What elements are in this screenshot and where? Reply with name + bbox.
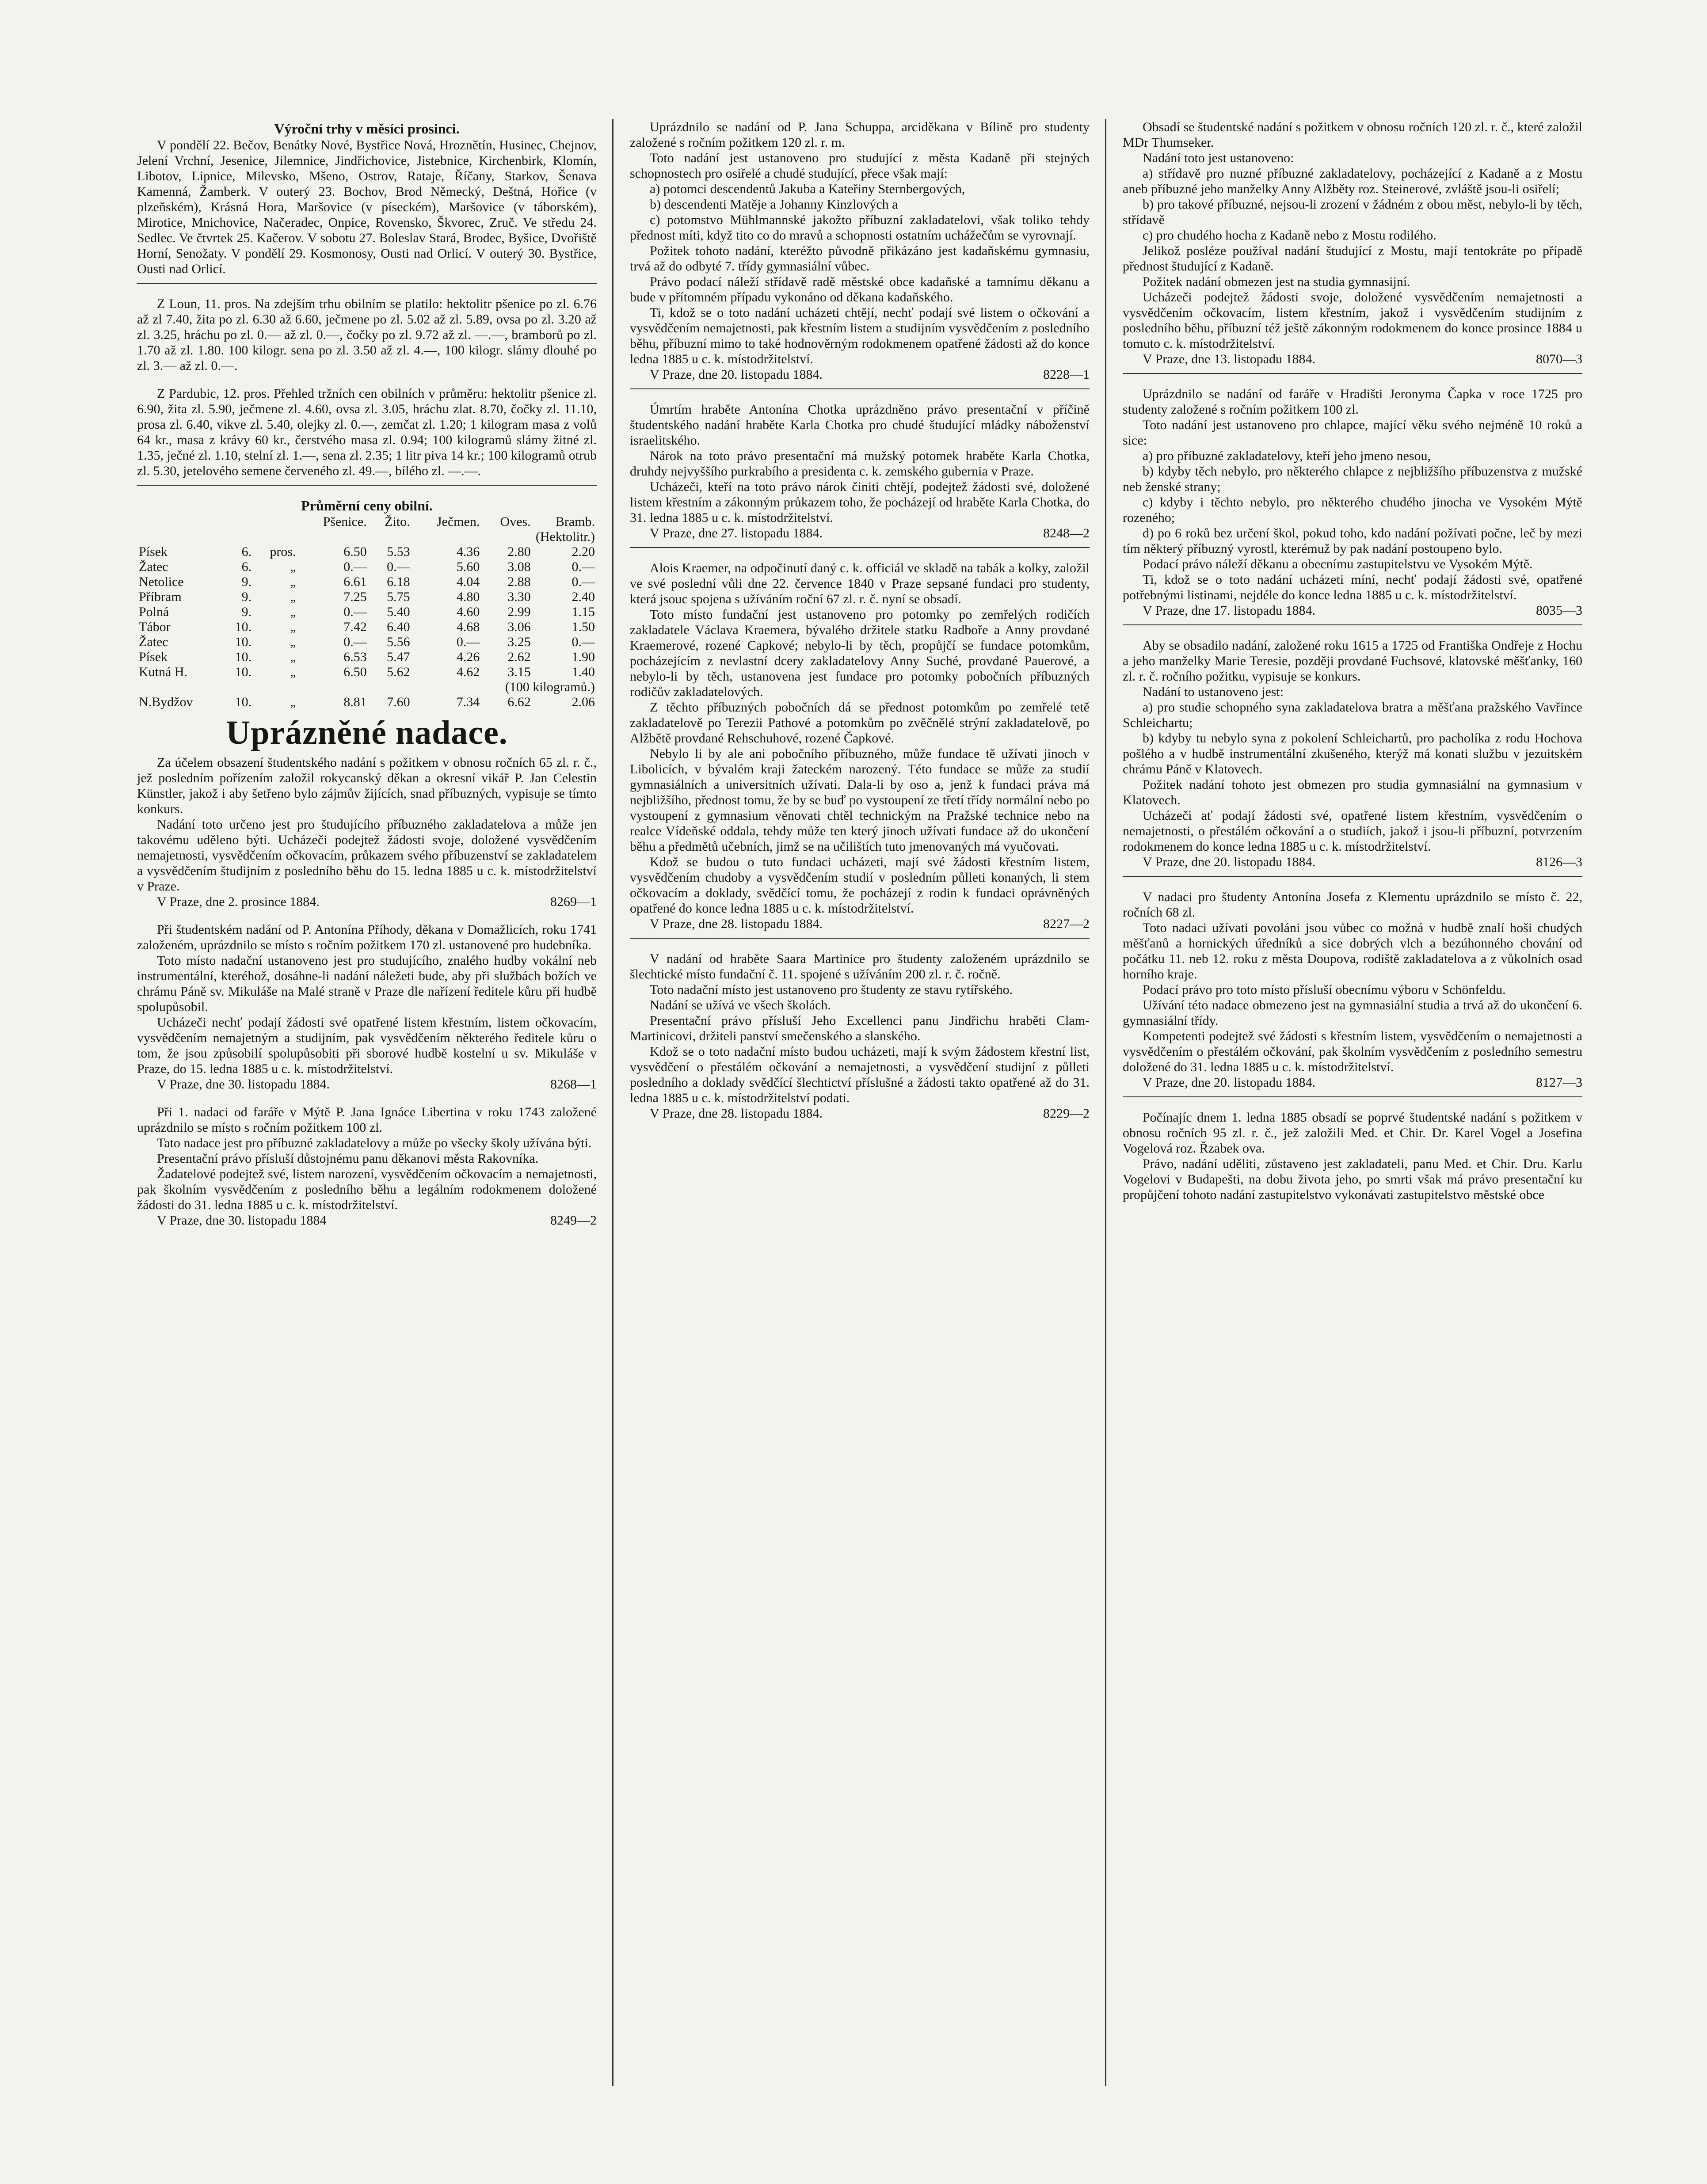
table-row	[137, 650, 597, 665]
price-cell: 3.30	[507, 590, 531, 604]
town-cell: Kutná H.	[139, 665, 187, 679]
price-cell: 2.88	[507, 575, 531, 589]
date-cell: 10.	[235, 650, 252, 664]
notice-date: V Praze, dne 28. listopadu 1884.	[650, 917, 823, 931]
paragraph: a) pro příbuzné zakladatelovy, kteří jeho jmeno nesou,	[1143, 449, 1431, 463]
paragraph: Toto nadační místo jest ustanoveno pro študenty ze stavu rytířského.	[650, 982, 1013, 997]
reference-number: 8248—2	[1043, 526, 1090, 540]
paragraph: Právo, nadání uděliti, zůstaveno jest zakladateli, panu Med. et Chir. Dru. Karlu Vogelovi v Budapešti, na dobu života jeho, po smrti však má právo presentační ku propůjčení tohoto nadání zastupitelstvo vykonávati zastupitelstvo městské obce	[1123, 1157, 1582, 1202]
price-cell: 5.47	[387, 650, 410, 664]
paragraph: Požitek nadání tohoto jest obmezen pro studia gymnasiální na gymnasium v Klatovech.	[1123, 777, 1582, 807]
paragraph: Jelikož posléze používal nadání študující z Mostu, mají tentokráte po případě přednost študující z Kadaně.	[1123, 244, 1582, 274]
price-cell: 7.34	[456, 695, 480, 709]
price-cell: 4.62	[456, 665, 480, 679]
signature-line	[630, 1106, 1090, 1121]
paragraph: Toto místo nadační ustanoveno jest pro studujícího, znalého hudby vokální neb instrumentální, kteréhož, dosáhne-li nadání náležeti bude, aby při službách božích ve chrámu Páně sv. Mikuláše na Malé straně v Praze dle nařízení ředitele kůru při hudbě spolupůsobil.	[137, 953, 597, 1014]
paragraph: Ti, kdož se o toto nadání ucházeti míní, nechť podají žádosti své, opatřené potřebnými listinami, nejdéle do konce ledna 1885 u c. k. místodržitelství.	[1123, 572, 1582, 602]
date-cell: 6.	[241, 559, 252, 574]
price-cell: 3.08	[507, 559, 531, 574]
town-cell: Příbram	[139, 590, 182, 604]
column-1	[137, 119, 597, 1240]
paragraph: Presentační právo přísluší Jeho Excellenci panu Jindřichu hraběti Clam-Martinicovi, držiteli panství smečenského a slanského.	[630, 1013, 1090, 1043]
price-cell: 2.62	[507, 650, 531, 664]
market-report-pardubice	[137, 386, 597, 486]
paragraph: a) střídavě pro nuzné příbuzné zakladatelovy, pocházející z Kadaně a z Mostu aneb příbuzné jeho manželky Anny Alžběty roz. Steinerové, zvláště jsou-li osiřelí;	[1123, 166, 1582, 196]
table-header-row	[137, 514, 597, 529]
reference-number: 8035—3	[1536, 603, 1582, 618]
reference-number: 8229—2	[1043, 1106, 1090, 1121]
paragraph: Nebylo li by ale ani pobočního příbuzného, může fundace tě užívati jinoch v Libolicích, v bývalém kraji žateckém narozený. Této fundace se může za studií gymnasiálních a universitních užívati. Dala-li by oso a, jenž k fundaci práva má nejbližšího, přednost tomu, že by se buď po vystoupení ze třetí třídy normální nebo po vystoupení z gymnasium věnovati chtěl technickým na Pražské technice nebo na realce Vídeňské oddala, tehdy může ten který jinoch užívati fundace až do ukončení běhu a předmětů učebních, jimž se na učilištích tuto jmenovaných má vyučovati.	[630, 746, 1090, 854]
signature-line	[630, 525, 1090, 541]
notice-chotek	[630, 402, 1090, 548]
paragraph: Toto místo fundační jest ustanoveno pro potomky po zemřelých rodičích zakladatele Václava Kraemera, bývalého držitele statku Radboře a Anny provdané Kraemerové, rozené Capkové; nebylo-li by těch, propůjčí se fundace potomkům, pocházejícím z nevlastní dcery zakladatelovy Anny Suché, provdané Pauerové, a nebylo-li by těch, ustanovena jest fundace pro potomky pobočních příbuzných rodičův zakladatelových.	[630, 607, 1090, 699]
paragraph: Uprázdnilo se nadání od faráře v Hradišti Jeronyma Čapka v roce 1725 pro studenty založené s ročním požitkem 100 zl.	[1123, 387, 1582, 417]
price-cell: 7.42	[343, 620, 367, 634]
price-cell: 0.—	[343, 559, 367, 574]
notice-libertin	[137, 1104, 597, 1228]
date-cell: 6.	[241, 544, 252, 559]
price-cell: 6.40	[387, 620, 410, 634]
paragraph: Nadání se užívá ve všech školách.	[650, 998, 831, 1012]
paragraph: Toto nadaci užívati povoláni jsou vůbec co možná v hudbě znalí hoši chudých měšťanů a hornických úředníků a sice dobrých vlch a bezúhonného chování od počátku 11. neb 12. roku z města Doupova, rodiště zakladatelova a z vůkolních osad horního kraje.	[1123, 921, 1582, 982]
paragraph: a) pro studie schopného syna zakladatelova bratra a měšťana pražského Vavřince Schleichartu;	[1123, 700, 1582, 730]
notice-date: V Praze, dne 30. listopadu 1884.	[157, 1077, 330, 1092]
notice-prihoda	[137, 922, 597, 1092]
date-cell: 10.	[235, 635, 252, 649]
table-row	[137, 544, 597, 559]
price-cell: 8.81	[343, 695, 367, 709]
newspaper-page	[137, 119, 1587, 2135]
notice-kraemer	[630, 560, 1090, 939]
notice-vogel	[1123, 1110, 1582, 1202]
price-cell: 2.06	[572, 695, 595, 709]
notice-date: V Praze, dne 2. prosince 1884.	[157, 894, 320, 909]
table-row	[137, 695, 597, 710]
notice-thumseker	[1123, 119, 1582, 374]
notice-date: V Praze, dne 13. listopadu 1884.	[1143, 352, 1316, 366]
prices-heading: Průměrní ceny obilní.	[301, 498, 433, 514]
fairs-heading: Výroční trhy v měsíci prosinci.	[274, 121, 460, 137]
paragraph: Nadání toto jest ustanoveno:	[1143, 151, 1294, 165]
table-header-cell: Bramb.	[555, 514, 595, 529]
fairs-text: V pondělí 22. Bečov, Benátky Nové, Bystřice Nová, Hroznětín, Husinec, Chejnov, Jelení Vrchní, Jesenice, Jilemnice, Jindřichovice, Jistebnice, Kirchenbirk, Klomín, Libotov, Lipnice, Milevsko, Mšeno, Ostrov, Rataje, Říčany, Starkov, Šenava Kamenná, Žamberk. V outerý 23. Bochov, Brod Německý, Deštná, Hořice (v plzeňském), Krásná Hora, Maršovice (v píseckém), Maršovice (v táborském), Mirotice, Mnichovice, Načeradec, Onpice, Rovensko, Škvorec, Zruč. Ve středu 24. Sedlec. Ve čtvrtek 25. Kačerov. V sobotu 27. Boleslav Stará, Brodec, Byšice, Dvořiště Horní, Senožaty. V pondělí 29. Kosmonosy, Ousti nad Orlicí. V outerý 30. Bystřice, Ousti nad Orlicí.	[137, 138, 597, 276]
price-cell: 7.60	[387, 695, 410, 709]
paragraph: Kdož se o toto nadační místo budou ucházeti, mají k svým žádostem křestní list, vysvědčení o přestálém očkování a nemajetnosti, a vysvědčení studijní z půlleti posledního a doklady svědčící šlechtictví příslušné a žádosti takto opatřené až do 31. ledna 1885 u c. k. místodržitelství podati.	[630, 1044, 1090, 1105]
table-row	[137, 605, 597, 620]
town-cell: Žatec	[139, 559, 168, 574]
notice-schupp	[630, 119, 1090, 389]
unit-label: (100 kilogramů.)	[505, 680, 595, 694]
price-cell: 2.80	[507, 544, 531, 559]
price-cell: 6.50	[343, 665, 367, 679]
price-cell: 2.99	[507, 605, 531, 619]
price-cell: 7.25	[343, 590, 367, 604]
grain-price-table	[137, 514, 597, 710]
price-cell: 0.—	[343, 605, 367, 619]
notice-date: V Praze, dne 20. listopadu 1884.	[1143, 1075, 1316, 1090]
column-3	[1123, 119, 1582, 1215]
mark-cell: „	[290, 650, 296, 664]
signature-line	[630, 367, 1090, 382]
mark-cell: „	[290, 575, 296, 589]
signature-line	[137, 894, 597, 909]
price-cell: 5.40	[387, 605, 410, 619]
reference-number: 8249—2	[550, 1213, 597, 1228]
signature-line	[137, 1213, 597, 1228]
price-cell: 4.04	[456, 575, 480, 589]
paragraph: Nadání to ustanoveno jest:	[1143, 685, 1284, 699]
paragraph: Kdož se budou o tuto fundaci ucházeti, mají své žádosti křestním listem, vysvědčením chudoby a vysvědčením studií v posledním půlleti konaných, li stem očkovacím a doklady, svědčící tomu, že pocházejí z rodin k fundaci oprávněných opatřené do konce ledna 1885 u c. k. místodržitelství.	[630, 855, 1090, 916]
date-cell: 9.	[241, 590, 252, 604]
section-title: Uprázněné nadace.	[226, 714, 508, 751]
price-rows	[137, 544, 597, 680]
table-unit-row	[137, 529, 597, 544]
paragraph: Z Loun, 11. pros. Na zdejším trhu obilním se platilo: hektolitr pšenice po zl. 6.76 až zl 7.40, žita po zl. 6.30 až 6.60, ječmene po zl. 5.02 až zl. 5.89, ovsa po zl. 3.20 až zl. 3.25, hráchu po zl. 0.— až zl. 0.—, čočky po zl. 9.72 až zl. —.—, bramborů po zl. 1.70 až zl. 1.80. 100 kilogr. sena po zl. 3.50 až zl. 4.—, 100 kilogr. slámy dlouhé po zl. 3.— až zl. 0.—.	[137, 297, 597, 373]
paragraph: Ucházeči nechť podají žádosti své opatřené listem křestním, listem očkovacím, vysvědčením nemajetným a studijním, pak vysvědčením některého ředitele kůru o tom, že jsou způsobilí spolupůsobiti při sborové hudbě kostelní u sv. Mikuláše v Praze, do 15. ledna 1885 u c. k. místodržitelství.	[137, 1015, 597, 1076]
table-header-cell: Ječmen.	[436, 514, 480, 529]
price-cell: 4.60	[456, 605, 480, 619]
town-cell: Tábor	[139, 620, 171, 634]
reference-number: 8269—1	[550, 894, 597, 909]
paragraph: Z těchto příbuzných pobočních dá se přednost potomkům po zemřelé tetě zakladatelově po Terezii Pathové a potomkům po zvěčnělé strýní zakladatelově, po Alžbětě provdané Rehschuhové, rozené Čapkové.	[630, 700, 1090, 746]
price-cell: 0.—	[387, 559, 410, 574]
paragraph: Při 1. nadaci od faráře v Mýtě P. Jana Ignáce Libertina v roku 1743 založené uprázdnilo se místo s ročním požitkem 100 zl.	[137, 1105, 597, 1135]
paragraph: c) pro chudého hocha z Kadaně nebo z Mostu rodilého.	[1143, 228, 1436, 243]
unit-label: (Hektolitr.)	[535, 529, 595, 544]
price-cell: 1.90	[572, 650, 595, 664]
paragraph: Žadatelové podejtež své, listem narození, vysvědčením očkovacím a nemajetnosti, pak školním vysvědčením z posledního běhu a legálním rodokmenem doložené žádosti do 31. ledna 1885 u c. k. místodržitelství.	[137, 1167, 597, 1212]
table-row	[137, 559, 597, 575]
paragraph: Ucházeči, kteří na toto právo nárok činiti chtějí, podejtež žádosti své, doložené listem křestním a zákonným průkazem toho, že pocházejí od hraběte Karla Chotka, do 31. ledna 1885 u c. k. místodržitelství.	[630, 479, 1090, 525]
town-cell: Polná	[139, 605, 169, 619]
paragraph: Tato nadace jest pro příbuzné zakladatelovy a může po všecky školy užívána býti.	[157, 1136, 592, 1150]
signature-line	[630, 916, 1090, 932]
price-cell: 5.75	[387, 590, 410, 604]
mark-cell: „	[290, 605, 296, 619]
price-cell: 0.—	[572, 575, 595, 589]
reference-number: 8126—3	[1536, 855, 1582, 869]
paragraph: Z Pardubic, 12. pros. Přehled tržních cen obilních v průměru: hektolitr pšenice zl. 6.90, žita zl. 5.90, ječmene zl. 4.60, ovsa zl. 3.05, hráchu zlat. 8.70, čočky zl. 11.10, prosa zl. 6.40, vikve zl. 5.40, olejky zl. 0.—, zemčat zl. 1.20; 1 kilogram masa z volů 64 kr., masa z krávy 60 kr., čerstvého masa zl. 0.94; 100 kilogramů slámy žitné zl. 1.35, ječné zl. 1.10, stelní zl. 1.—, sena zl. 2.35; 1 litr piva 14 kr.; 100 kilogramů otrub zl. 5.30, jetelového semene červeného zl. 49.—, bílého zl. —.—.	[137, 386, 597, 478]
column-rule	[1105, 119, 1106, 2086]
price-cell: 3.25	[507, 635, 531, 649]
notice-date: V Praze, dne 27. listopadu 1884.	[650, 526, 823, 540]
town-cell: Netolice	[139, 575, 184, 589]
paragraph: c) kdyby i těchto nebylo, pro některého chudého jinocha ve Vysokém Mýtě rozeného;	[1123, 495, 1582, 525]
paragraph: Za účelem obsazení študentského nadání s požitkem v obnosu ročních 65 zl. r. č., jež posledním pořízením založil rokycanský děkan a okresní vikář P. Jan Celestin Künstler, jakož i aby šetřeno bylo zájmův žijících, snad příbuzných, vypisuje se tímto konkurs.	[137, 755, 597, 816]
signature-line	[1123, 603, 1582, 618]
town-cell: Písek	[139, 650, 168, 664]
signature-line	[1123, 351, 1582, 367]
date-cell: 10.	[235, 695, 252, 709]
price-cell: 1.50	[572, 620, 595, 634]
paragraph: Při študentském nadání od P. Antonína Příhody, děkana v Domažlicích, roku 1741 založeném, uprázdnilo se místo s ročním požitkem 170 zl. ustanovené pro hudebníka.	[137, 922, 597, 952]
price-cell: 4.80	[456, 590, 480, 604]
table-row	[137, 575, 597, 590]
price-cell: 3.15	[507, 665, 531, 679]
table-unit-row	[137, 680, 597, 695]
table-row	[137, 590, 597, 605]
column-rule	[612, 119, 613, 2086]
paragraph: Ucházeči ať podají žádosti své, opatřené listem křestním, vysvědčením o nemajetnosti, o přestálém očkování a o studiích, jakož i jsou-li příbuzní, potvrzením rodokmenem do konce ledna 1885 u c. k. místodržitelství.	[1123, 808, 1582, 854]
price-cell: 3.06	[507, 620, 531, 634]
table-header-cell	[137, 514, 298, 529]
paragraph: Ti, kdož se o toto nadání ucházeti chtějí, nechť podají své listem o očkování a vysvědčením nemajetnosti, pak křestním listem a studijním vysvědčením z posledního běhu, příbuzní mimo to také hodnověrným rodokmenem opatřené žádosti až do konce ledna 1885 u c. k. místodržitelství.	[630, 305, 1090, 366]
paragraph: Kompetenti podejtež své žádosti s křestním listem, vysvědčením o nemajetnosti a vysvědčením o přestálém očkování, pak školním vysvědčením z posledního semestru doložené do 31. ledna 1885 u c. k. místodržitelství.	[1123, 1029, 1582, 1074]
table-row	[137, 665, 597, 680]
price-cell: 0.—	[572, 635, 595, 649]
paragraph: b) kdyby těch nebylo, pro některého chlapce z nejbližšího příbuzenstva z mužské neb ženské strany;	[1123, 464, 1582, 494]
mark-cell: „	[290, 695, 296, 709]
notice-klement	[1123, 889, 1582, 1097]
paragraph: Uprázdnilo se nadání od P. Jana Schuppa, arciděkana v Bílině pro studenty založené s ročním požitkem 120 zl. r. m.	[630, 120, 1090, 150]
paragraph: Toto nadání jest ustanoveno pro chlapce, mající věku svého nejméně 10 roků a sice:	[1123, 418, 1582, 448]
paragraph: Požitek nadání obmezen jest na studia gymnasijní.	[1143, 274, 1410, 289]
notice-hoch	[1123, 638, 1582, 877]
paragraph: Úmrtím hraběte Antonína Chotka uprázdněno právo presentační v příčině študentského nadání hraběte Karla Chotka pro chudé študující mládky náboženství israelitského.	[630, 402, 1090, 448]
reference-number: 8070—3	[1536, 352, 1582, 366]
price-cell: 0.—	[343, 635, 367, 649]
paragraph: a) potomci descendentů Jakuba a Kateřiny Sternbergových,	[650, 182, 965, 196]
price-cell: 0.—	[572, 559, 595, 574]
price-cell: 4.68	[456, 620, 480, 634]
paragraph: Podací právo náleží děkanu a obecnímu zastupitelstvu ve Vysokém Mýtě.	[1143, 557, 1533, 571]
paragraph: Požitek tohoto nadání, kteréžto původně přikázáno jest kadaňskému gymnasiu, trvá až do odbyté 7. třídy gymnasiální vůbec.	[630, 244, 1090, 274]
table-header-cell: Oves.	[500, 514, 531, 529]
notice-martinic	[630, 951, 1090, 1121]
paragraph: c) potomstvo Mühlmannské jakožto příbuzní zakladatelovi, však toliko tehdy přednost míti, když tito co do mravů a schopnosti ostatním uchážečům se vyrovnají.	[630, 213, 1090, 243]
mark-cell: „	[290, 620, 296, 634]
price-cell: 2.40	[572, 590, 595, 604]
notice-date: V Praze, dne 28. listopadu 1884.	[650, 1106, 823, 1121]
date-cell: 10.	[235, 620, 252, 634]
price-cell: 4.26	[456, 650, 480, 664]
table-header-cell: Pšenice.	[323, 514, 367, 529]
price-cell: 6.18	[387, 575, 410, 589]
paragraph: Počínajíc dnem 1. ledna 1885 obsadí se poprvé študentské nadání s požitkem v obnosu ročních 95 zl. r. č., jež založili Med. et Chir. Dr. Karel Vogel a Josefina Vogelová roz. Řzabek ova.	[1123, 1110, 1582, 1156]
paragraph: Aby se obsadilo nadání, založené roku 1615 a 1725 od Františka Ondřeje z Hochu a jeho manželky Marie Teresie, později provdané Fuchsové, klatovské měšťanky, 160 zl. r. č. ročního požitku, vypisuje se konkurs.	[1123, 638, 1582, 684]
table-row	[137, 635, 597, 650]
date-cell: 9.	[241, 575, 252, 589]
paragraph: Obsadí se študentské nadání s požitkem v obnosu ročních 120 zl. r. č., které založil MDr Thumseker.	[1123, 120, 1582, 150]
mark-cell: „	[290, 665, 296, 679]
paragraph: Právo podací náleží střídavě radě městské obce kadaňské a tamnímu děkanu a bude v přítomném případu vykonáno od děkana kadaňského.	[630, 274, 1090, 304]
price-cell: 4.36	[456, 544, 480, 559]
paragraph: b) pro takové příbuzné, nejsou-li zrození v žádném z obou měst, nebylo-li by těch, střídavě	[1123, 197, 1582, 227]
column-2	[630, 119, 1090, 1134]
reference-number: 8127—3	[1536, 1075, 1582, 1090]
reference-number: 8268—1	[550, 1077, 597, 1092]
paragraph: V nadaci pro študenty Antonína Josefa z Klementu uprázdnilo se místo č. 22, ročních 68 zl.	[1123, 890, 1582, 920]
paragraph: Toto nadání jest ustanoveno pro studující z města Kadaně při stejných schopnostech pro osiřelé a chudé studující, přece však mají:	[630, 151, 1090, 181]
reference-number: 8227—2	[1043, 917, 1090, 931]
table-row	[137, 620, 597, 635]
notice-date: V Praze, dne 17. listopadu 1884.	[1143, 603, 1316, 618]
paragraph: Užívání této nadace obmezeno jest na gymnasiální studia a trvá až do ukončení 6. gymnasiální třídy.	[1123, 998, 1582, 1028]
market-report-louny	[137, 296, 597, 373]
mark-cell: „	[290, 590, 296, 604]
price-cell: 1.15	[572, 605, 595, 619]
price-cell: 6.50	[343, 544, 367, 559]
reference-number: 8228—1	[1043, 367, 1090, 382]
price-cell: 6.53	[343, 650, 367, 664]
mark-cell: „	[290, 559, 296, 574]
price-cell: 5.62	[387, 665, 410, 679]
town-cell: N.Bydžov	[139, 695, 193, 709]
price-cell: 1.40	[572, 665, 595, 679]
price-cell: 2.20	[572, 544, 595, 559]
notice-kunstler	[137, 755, 597, 909]
town-cell: Písek	[139, 544, 168, 559]
paragraph: d) po 6 roků bez určení škol, pokud toho, kdo nadání požívati počne, leč by mezi tím některý příbuzný vyrostl, kterémuž by pak nadání postoupeno bylo.	[1123, 526, 1582, 556]
paragraph: V nadání od hraběte Saara Martinice pro študenty založeném uprázdnilo se šlechtické místo fundační č. 11. spojené s užíváním 200 zl. r. č. ročně.	[630, 951, 1090, 982]
paragraph: Alois Kraemer, na odpočinutí daný c. k. officiál ve skladě na tabák a kolky, založil ve své poslední vůli dne 22. července 1840 v Praze sepsané fundaci pro studenty, která jsouc spojena s užíváním roční 67 zl. r. č. nyní se obsadí.	[630, 561, 1090, 606]
fairs-list	[137, 137, 597, 284]
paragraph: b) kdyby tu nebylo syna z pokolení Schleichartů, pro pacholíka z rodu Hochova pošlého a v hudbě instrumentální zkušeného, kterýž má konati službu v jezuitském chrámu Páně v Klatovech.	[1123, 731, 1582, 776]
table-header-cell: Žito.	[385, 514, 410, 529]
price-cell: 0.—	[456, 635, 480, 649]
price-cell: 5.53	[387, 544, 410, 559]
paragraph: Nárok na toto právo presentační má mužský potomek hraběte Karla Chotka, druhdy nejvyššího purkrabího a presidenta c. k. zemského gubernia v Praze.	[630, 449, 1090, 479]
notice-date: V Praze, dne 20. listopadu 1884.	[650, 367, 823, 382]
signature-line	[137, 1077, 597, 1092]
signature-line	[1123, 1075, 1582, 1090]
price-cell: 6.61	[343, 575, 367, 589]
mark-cell: pros.	[270, 544, 296, 559]
paragraph: b) descendenti Matěje a Johanny Kinzlových a	[650, 197, 898, 212]
mark-cell: „	[290, 635, 296, 649]
paragraph: Podací právo pro toto místo přísluší obecnímu výboru v Schönfeldu.	[1143, 982, 1506, 997]
price-cell: 5.56	[387, 635, 410, 649]
notice-date: V Praze, dne 30. listopadu 1884	[157, 1213, 327, 1228]
paragraph: Nadání toto určeno jest pro študujícího příbuzného zakladatelova a může jen takovému uděleno býti. Ucházeči podejtež žádosti svoje, doložené vysvědčením nemajetnosti, vysvědčením očkovacím, průkazem svého příbuzenství se zakladatelem a vysvědčením študijním z posledního běhu do 15. ledna 1885 u c. k. místodržitelství v Praze.	[137, 817, 597, 894]
paragraph: Presentační právo přísluší důstojnému panu děkanovi města Rakovníka.	[157, 1151, 539, 1166]
notice-date: V Praze, dne 20. listopadu 1884.	[1143, 855, 1316, 869]
price-cell: 6.62	[507, 695, 531, 709]
paragraph: Ucházeči podejtež žádosti svoje, doložené vysvědčením nemajetnosti a vysvědčením očkovacím, listem křestním, jakož i vysvědčením studijním z posledního běhu, příbuzní též ještě zákonným rodokmenem do konce prosince 1884 u tomuto c. k. místodržitelství.	[1123, 290, 1582, 351]
price-cell: 5.60	[456, 559, 480, 574]
date-cell: 10.	[235, 665, 252, 679]
town-cell: Žatec	[139, 635, 168, 649]
date-cell: 9.	[241, 605, 252, 619]
signature-line	[1123, 854, 1582, 870]
notice-capek	[1123, 386, 1582, 625]
